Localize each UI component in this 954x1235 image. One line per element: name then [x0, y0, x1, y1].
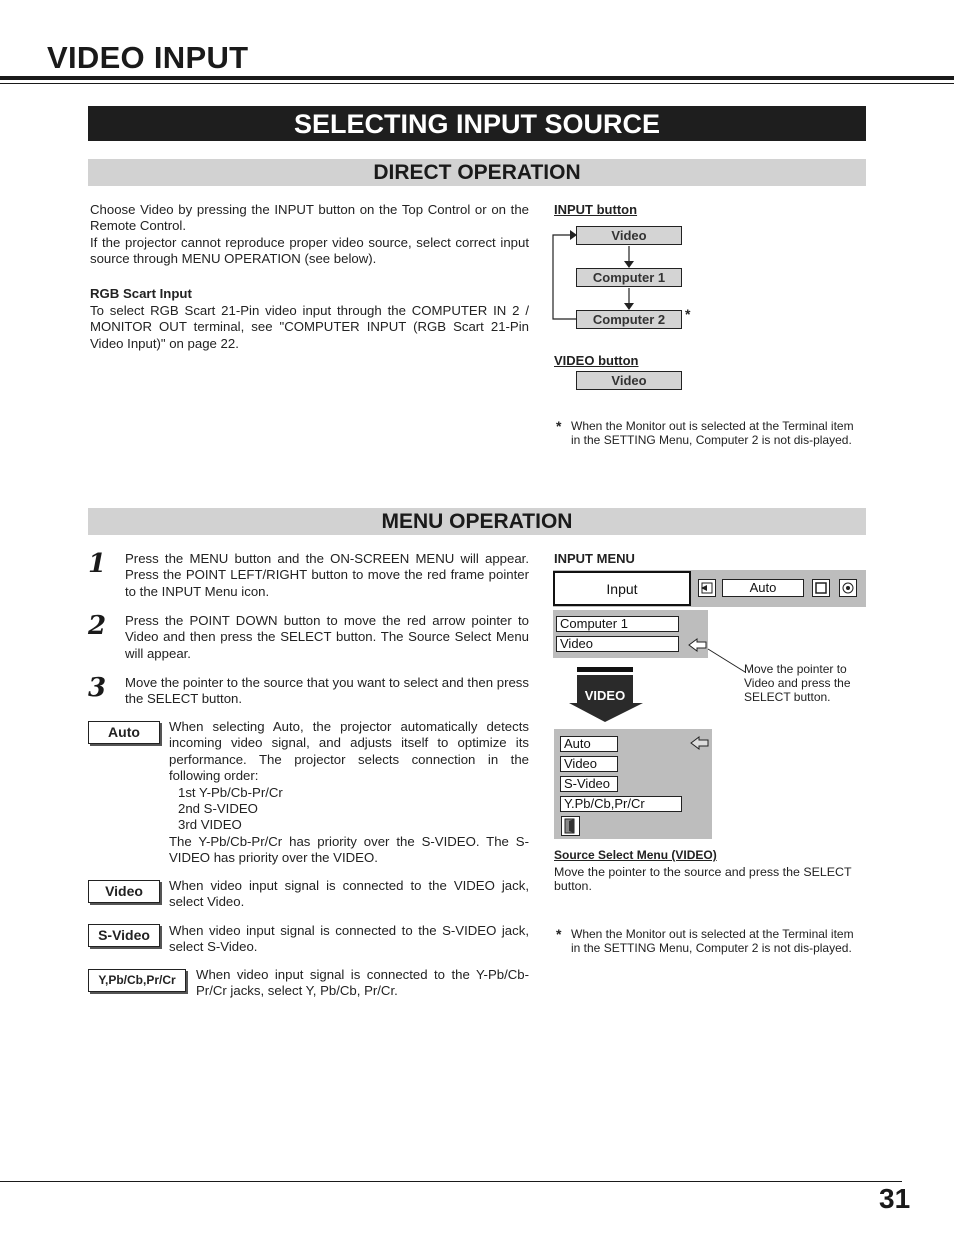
menu-auto-field: Auto [722, 579, 804, 597]
order-1: 1st Y-Pb/Cb-Pr/Cr [178, 784, 283, 800]
input-icon [698, 579, 716, 597]
option-ypbpr-text: When video input signal is connected to the Y-Pb/Cb-Pr/Cr jacks, select Y, Pb/Cb, Pr/Cr. [196, 967, 529, 999]
rgb-heading: RGB Scart Input [90, 286, 192, 301]
seq-computer-1: Computer 1 [576, 268, 682, 287]
video-button-label: VIDEO button [554, 353, 639, 368]
step-number-2: 2 [88, 611, 107, 641]
step-number-1: 1 [88, 549, 107, 579]
step-number-3: 3 [88, 673, 107, 703]
section-banner: SELECTING INPUT SOURCE [88, 106, 866, 141]
menu-item-computer-1: Computer 1 [556, 616, 679, 632]
option-auto-label: Auto [88, 721, 160, 744]
option-video-text: When video input signal is connected to the VIDEO jack, select Video. [169, 878, 529, 910]
direct-intro-2: If the projector cannot reproduce proper video source, select correct input source through MENU OPERATION (see below). [90, 234, 529, 267]
step-text-3: Move the pointer to the source that you want to select and then press the SELECT button. [125, 675, 529, 707]
header-rule-thin [0, 83, 954, 84]
menu-callout: Move the pointer to Video and press the SELECT button. [744, 662, 851, 704]
settings-icon [839, 579, 857, 597]
cycle-arrows [550, 226, 690, 336]
video-button-item: Video [576, 371, 682, 390]
menu-note: When the Monitor out is selected at the Terminal item in the SETTING Menu, Computer 2 is not dis-played. [571, 927, 854, 955]
input-menu-label: INPUT MENU [554, 551, 635, 566]
asterisk-mark: * [685, 306, 691, 322]
option-svideo-text: When video input signal is connected to the S-VIDEO jack, select S-Video. [169, 923, 529, 955]
source-menu-text: Move the pointer to the source and press the SELECT button. [554, 865, 852, 893]
step-text-2: Press the POINT DOWN button to move the red arrow pointer to Video and then press the SELECT button. The Source Select Menu will appear. [125, 613, 529, 661]
exit-door-icon [561, 816, 580, 836]
rgb-text: To select RGB Scart 21-Pin video input through the COMPUTER IN 2 / MONITOR OUT terminal, see "COMPUTER INPUT (RGB Scart 21-Pin Video Input)" on page 22. [90, 303, 529, 351]
option-video-label: Video [88, 880, 160, 903]
direct-intro-1: Choose Video by pressing the INPUT button on the Top Control or on the Remote Control. [90, 202, 529, 234]
page-title: VIDEO INPUT [47, 40, 249, 75]
option-auto-after: The Y-Pb/Cb-Pr/Cr has priority over the S-VIDEO. The S-VIDEO has priority over the VIDEO. [169, 833, 529, 866]
source-item-svideo: S-Video [560, 776, 618, 792]
footer-rule [0, 1181, 902, 1182]
seq-computer-2: Computer 2 [576, 310, 682, 329]
source-item-auto: Auto [560, 736, 618, 752]
arrow-label: VIDEO [584, 688, 626, 703]
menu-operation-banner: MENU OPERATION [88, 508, 866, 535]
direct-note: When the Monitor out is selected at the Terminal item in the SETTING Menu, Computer 2 is not dis-played. [571, 419, 854, 447]
option-ypbpr-label: Y,Pb/Cb,Pr/Cr [88, 969, 186, 992]
source-item-ypbpr: Y.Pb/Cb,Pr/Cr [560, 796, 682, 812]
option-svideo-label: S-Video [88, 924, 160, 947]
order-2: 2nd S-VIDEO [178, 801, 258, 817]
note-asterisk: * [556, 418, 562, 434]
option-auto-desc: When selecting Auto, the projector automatically detects incoming video signal, and adjusts itself to optimize its performance. The projector selects connection in the following order: [169, 719, 529, 784]
order-3: 3rd VIDEO [178, 817, 242, 833]
square-icon [812, 579, 830, 597]
source-menu-caption: Source Select Menu (VIDEO) [554, 848, 717, 862]
menu-note-asterisk: * [556, 926, 562, 942]
input-button-label: INPUT button [554, 202, 638, 217]
direct-intro [90, 202, 529, 268]
option-auto-text [169, 719, 529, 867]
source-item-video: Video [560, 756, 618, 772]
page-number: 31 [879, 1183, 911, 1214]
direct-operation-banner: DIRECT OPERATION [88, 159, 866, 186]
pointer-arrow-icon [688, 637, 708, 653]
menu-item-video: Video [556, 636, 679, 652]
source-pointer-icon [690, 735, 710, 751]
menu-title: Input [553, 571, 691, 606]
step-text-1: Press the MENU button and the ON-SCREEN MENU will appear. Press the POINT LEFT/RIGHT button to move the red frame pointer to the INPUT Menu icon. [125, 551, 529, 599]
arrow-bar [577, 667, 633, 672]
header-rule [0, 76, 954, 80]
callout-line [707, 648, 749, 674]
seq-video: Video [576, 226, 682, 245]
